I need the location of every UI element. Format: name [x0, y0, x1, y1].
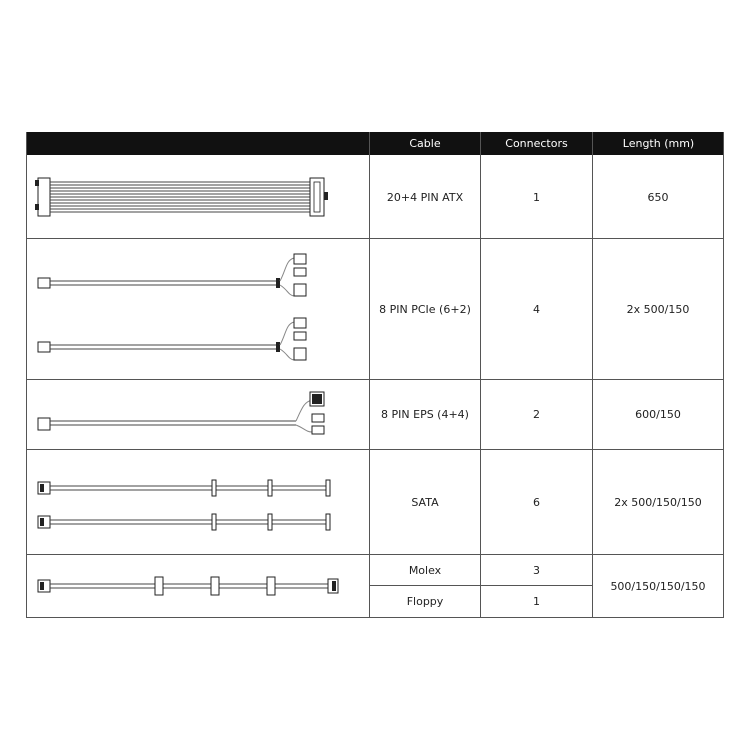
row-atx-length: 650 [647, 190, 669, 204]
row-floppy-cable: Floppy [406, 595, 444, 608]
row-eps-length: 600/150 [635, 408, 681, 421]
header-cable: Cable [370, 132, 480, 155]
row-pcie-cable: 8 PIN PCIe (6+2) [379, 302, 471, 316]
pcie-cable-illustration-1 [36, 250, 316, 300]
row-molex-cable: Molex [408, 563, 442, 577]
row-sata-cable: SATA [411, 495, 439, 509]
row-pcie-length: 2x 500/150 [626, 302, 690, 316]
atx-cable-illustration [34, 174, 334, 220]
pcie-cable-illustration-2 [36, 314, 316, 364]
row-atx-connectors: 1 [533, 190, 540, 204]
grid-line [723, 132, 724, 618]
grid-line [26, 132, 27, 618]
sata-cable-illustration-2 [36, 510, 336, 534]
header-length: Length (mm) [593, 132, 724, 155]
cable-spec-table [26, 132, 724, 618]
eps-cable-illustration [36, 388, 326, 438]
row-sata-connectors: 6 [533, 495, 540, 509]
row-eps-connectors: 2 [533, 408, 540, 421]
row-molex-floppy-length: 500/150/150/150 [610, 579, 706, 593]
row-pcie-connectors: 4 [533, 302, 540, 316]
sata-cable-illustration-1 [36, 476, 336, 500]
header-connectors: Connectors [481, 132, 592, 155]
row-sata-length: 2x 500/150/150 [614, 495, 702, 509]
grid-line [26, 617, 724, 618]
row-molex-connectors: 3 [533, 563, 540, 577]
row-floppy-connectors: 1 [533, 595, 540, 608]
molex-floppy-cable-illustration [36, 574, 346, 598]
row-eps-cable: 8 PIN EPS (4+4) [381, 408, 469, 421]
header-image-cell [26, 132, 369, 155]
row-atx-cable: 20+4 PIN ATX [386, 190, 464, 204]
